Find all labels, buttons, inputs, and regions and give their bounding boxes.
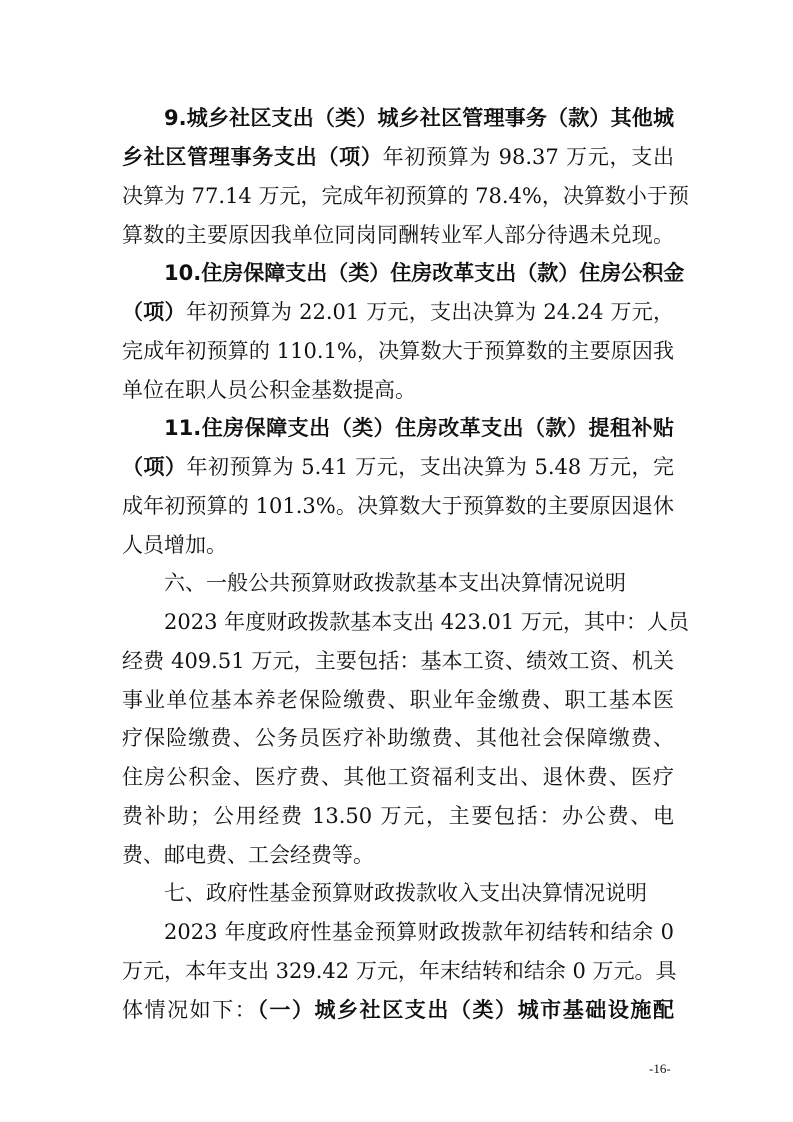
body-text: 年初预算为 98.37 万元，支出 <box>382 145 674 169</box>
bold-text: 10.住房保障支出（类）住房改革支出（款）住房公积金 <box>164 261 685 285</box>
paragraph-line: 2023 年度财政拨款基本支出 423.01 万元，其中：人员 <box>164 610 689 634</box>
paragraph-line <box>122 492 674 520</box>
paragraph-line <box>122 996 674 1024</box>
body-text: 人员增加。 <box>122 533 227 557</box>
paragraph-line: 住房公积金、医疗费、其他工资福利支出、退休费、医疗 <box>122 765 674 789</box>
paragraph-line: 事业单位基本养老保险缴费、职业年金缴费、职工基本医 <box>122 688 674 712</box>
body-text: 算数的主要原因我单位同岗同酬转业军人部分待遇未兑现。 <box>122 223 674 247</box>
body-text: 年初预算为 22.01 万元，支出决算为 24.24 万元， <box>185 300 675 324</box>
paragraph-line <box>122 298 674 326</box>
paragraph-line: 疗保险缴费、公务员医疗补助缴费、其他社会保障缴费、 <box>122 726 674 750</box>
paragraph-line: 2023 年度政府性基金预算财政拨款年初结转和结余 0 <box>164 920 674 944</box>
bold-text: （项） <box>122 455 187 479</box>
paragraph-line <box>122 337 674 365</box>
paragraph-line: 费、邮电费、工会经费等。 <box>122 843 374 867</box>
bold-text: 乡社区管理事务支出（项） <box>122 145 383 169</box>
paragraph-line: 经费 409.51 万元，主要包括：基本工资、绩效工资、机关 <box>122 649 674 673</box>
body-text: 单位在职人员公积金基数提高。 <box>122 378 416 402</box>
bold-text: （一）城乡社区支出（类）城市基础设施配 <box>257 998 674 1022</box>
bold-text: （项） <box>122 300 186 324</box>
paragraph-line: 万元，本年支出 329.42 万元，年末结转和结余 0 万元。具 <box>122 959 677 983</box>
paragraph-line <box>164 259 685 287</box>
paragraph-line: 费补助；公用经费 13.50 万元，主要包括：办公费、电 <box>122 804 674 828</box>
body-text: 成年初预算的 101.3%。决算数大于预算数的主要原因退休 <box>122 494 674 518</box>
body-text: 决算为 77.14 万元，完成年初预算的 78.4%，决算数小于预 <box>122 184 689 208</box>
page-number: -16- <box>649 1061 671 1076</box>
paragraph-line <box>122 182 689 210</box>
body-text: 完成年初预算的 110.1%，决算数大于预算数的主要原因我 <box>122 339 674 363</box>
paragraph-line <box>122 453 674 481</box>
bold-text: 9.城乡社区支出（类）城乡社区管理事务（款）其他城 <box>164 106 674 130</box>
paragraph-line <box>164 414 674 442</box>
section-heading: 七、政府性基金预算财政拨款收入支出决算情况说明 <box>164 881 647 905</box>
paragraph-line <box>122 221 674 249</box>
body-text: 体情况如下： <box>122 998 258 1022</box>
paragraph-line <box>122 531 674 559</box>
paragraph-line <box>122 376 674 404</box>
paragraph-line <box>164 104 674 132</box>
paragraph-line <box>122 143 674 171</box>
bold-text: 11.住房保障支出（类）住房改革支出（款）提租补贴 <box>164 416 674 440</box>
body-text: 年初预算为 5.41 万元，支出决算为 5.48 万元，完 <box>186 455 675 479</box>
section-heading: 六、一般公共预算财政拨款基本支出决算情况说明 <box>164 571 626 595</box>
